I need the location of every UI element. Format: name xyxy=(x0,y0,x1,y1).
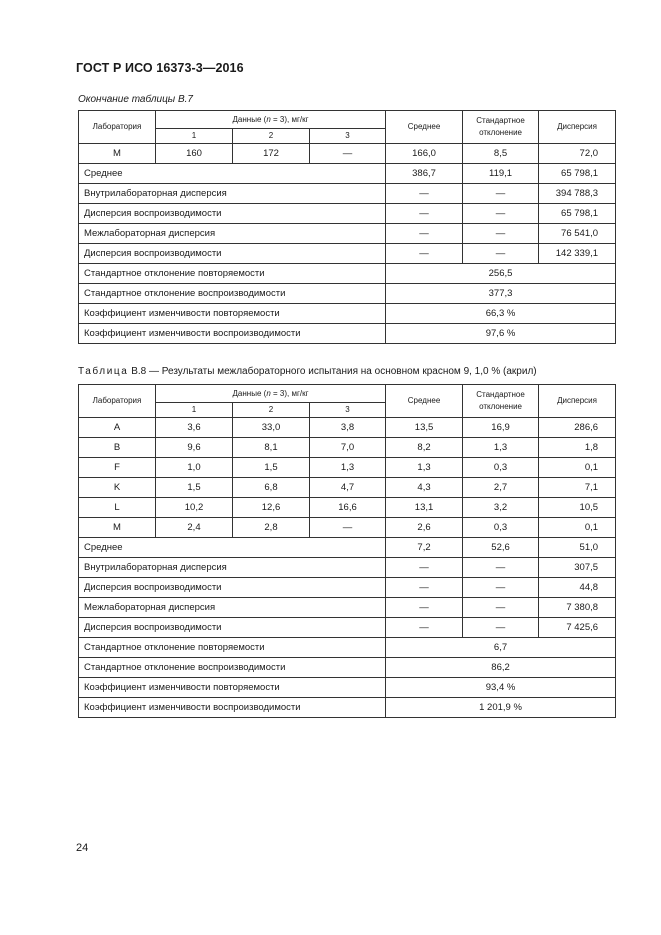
lab-row xyxy=(79,438,616,458)
dispersion-cell: 7,1 xyxy=(539,478,616,498)
lab-name-cell: F xyxy=(79,458,156,478)
rep-2-cell: 1,5 xyxy=(233,458,310,478)
col-header-std-dev: Стандартное отклонение xyxy=(463,385,539,418)
dispersion-cell: 286,6 xyxy=(539,418,616,438)
stat-row xyxy=(79,538,616,558)
stat-label-cell: Дисперсия воспроизводимости xyxy=(79,578,386,598)
col-header-dispersion: Дисперсия xyxy=(539,385,616,418)
table2-caption-prefix: Таблица xyxy=(78,366,129,377)
col-header-data: Данные (n = 3), мг/кг xyxy=(156,385,386,403)
lab-name-cell: A xyxy=(79,418,156,438)
dispersion-cell: 76 541,0 xyxy=(539,224,616,244)
rep-1-cell: 1,5 xyxy=(156,478,233,498)
std-dev-cell: — xyxy=(463,598,539,618)
summary-label-cell: Коэффициент изменчивости повторяемости xyxy=(79,678,386,698)
dispersion-cell: 72,0 xyxy=(539,144,616,164)
col-header-rep-2: 2 xyxy=(233,403,310,418)
rep-2-cell: 33,0 xyxy=(233,418,310,438)
dispersion-cell: 142 339,1 xyxy=(539,244,616,264)
rep-3-cell: — xyxy=(310,518,386,538)
mean-cell: — xyxy=(386,618,463,638)
dispersion-cell: 65 798,1 xyxy=(539,164,616,184)
rep-2-cell: 2,8 xyxy=(233,518,310,538)
summary-label-cell: Коэффициент изменчивости повторяемости xyxy=(79,304,386,324)
rep-3-cell: 4,7 xyxy=(310,478,386,498)
summary-label-cell: Стандартное отклонение повторяемости xyxy=(79,638,386,658)
stat-label-cell: Внутрилабораторная дисперсия xyxy=(79,184,386,204)
summary-value-cell: 97,6 % xyxy=(386,324,616,344)
summary-label-cell: Коэффициент изменчивости воспроизводимости xyxy=(79,324,386,344)
table1-caption: Окончание таблицы В.7 xyxy=(78,94,193,105)
std-dev-cell: — xyxy=(463,558,539,578)
mean-cell: 13,5 xyxy=(386,418,463,438)
std-dev-cell: 3,2 xyxy=(463,498,539,518)
summary-row xyxy=(79,638,616,658)
col-header-laboratory: Лаборатория xyxy=(79,385,156,418)
mean-cell: — xyxy=(386,598,463,618)
dispersion-cell: 44,8 xyxy=(539,578,616,598)
rep-1-cell: 3,6 xyxy=(156,418,233,438)
stat-label-cell: Межлабораторная дисперсия xyxy=(79,224,386,244)
mean-cell: — xyxy=(386,224,463,244)
std-dev-cell: 16,9 xyxy=(463,418,539,438)
summary-value-cell: 86,2 xyxy=(386,658,616,678)
rep-3-cell: — xyxy=(310,144,386,164)
dispersion-cell: 0,1 xyxy=(539,458,616,478)
dispersion-cell: 307,5 xyxy=(539,558,616,578)
std-dev-cell: 0,3 xyxy=(463,458,539,478)
mean-cell: 13,1 xyxy=(386,498,463,518)
stat-label-cell: Дисперсия воспроизводимости xyxy=(79,204,386,224)
stat-label-cell: Дисперсия воспроизводимости xyxy=(79,244,386,264)
col-header-std-dev: Стандартное отклонение xyxy=(463,111,539,144)
std-dev-cell: 2,7 xyxy=(463,478,539,498)
dispersion-cell: 65 798,1 xyxy=(539,204,616,224)
mean-cell: — xyxy=(386,184,463,204)
stat-row xyxy=(79,598,616,618)
lab-name-cell: B xyxy=(79,438,156,458)
mean-cell: — xyxy=(386,558,463,578)
col-header-rep-3: 3 xyxy=(310,403,386,418)
rep-1-cell: 2,4 xyxy=(156,518,233,538)
mean-cell: 2,6 xyxy=(386,518,463,538)
summary-row xyxy=(79,324,616,344)
mean-cell: — xyxy=(386,204,463,224)
mean-cell: 4,3 xyxy=(386,478,463,498)
std-dev-cell: — xyxy=(463,244,539,264)
summary-row xyxy=(79,698,616,718)
lab-row xyxy=(79,518,616,538)
lab-row xyxy=(79,498,616,518)
mean-cell: 8,2 xyxy=(386,438,463,458)
dispersion-cell: 1,8 xyxy=(539,438,616,458)
rep-2-cell: 12,6 xyxy=(233,498,310,518)
lab-name-cell: M xyxy=(79,144,156,164)
rep-2-cell: 8,1 xyxy=(233,438,310,458)
mean-cell: 1,3 xyxy=(386,458,463,478)
summary-value-cell: 377,3 xyxy=(386,284,616,304)
stat-row xyxy=(79,164,616,184)
std-dev-cell: 119,1 xyxy=(463,164,539,184)
std-dev-cell: 1,3 xyxy=(463,438,539,458)
rep-1-cell: 160 xyxy=(156,144,233,164)
rep-2-cell: 6,8 xyxy=(233,478,310,498)
summary-label-cell: Стандартное отклонение воспроизводимости xyxy=(79,284,386,304)
results-table-b8 xyxy=(78,384,616,718)
stat-row xyxy=(79,184,616,204)
summary-value-cell: 256,5 xyxy=(386,264,616,284)
rep-2-cell: 172 xyxy=(233,144,310,164)
stat-label-cell: Внутрилабораторная дисперсия xyxy=(79,558,386,578)
summary-value-cell: 6,7 xyxy=(386,638,616,658)
std-dev-cell: 0,3 xyxy=(463,518,539,538)
stat-row xyxy=(79,224,616,244)
summary-row xyxy=(79,304,616,324)
table2-caption xyxy=(78,366,537,377)
summary-label-cell: Стандартное отклонение воспроизводимости xyxy=(79,658,386,678)
stat-label-cell: Межлабораторная дисперсия xyxy=(79,598,386,618)
col-header-dispersion: Дисперсия xyxy=(539,111,616,144)
results-table-b7 xyxy=(78,110,616,344)
summary-value-cell: 1 201,9 % xyxy=(386,698,616,718)
std-dev-cell: — xyxy=(463,224,539,244)
mean-cell: — xyxy=(386,244,463,264)
document-header: ГОСТ Р ИСО 16373-3—2016 xyxy=(76,61,244,75)
lab-name-cell: K xyxy=(79,478,156,498)
col-header-mean: Среднее xyxy=(386,111,463,144)
summary-row xyxy=(79,658,616,678)
stat-row xyxy=(79,244,616,264)
lab-row xyxy=(79,458,616,478)
summary-value-cell: 66,3 % xyxy=(386,304,616,324)
std-dev-cell: 52,6 xyxy=(463,538,539,558)
stat-row xyxy=(79,204,616,224)
mean-cell: — xyxy=(386,578,463,598)
lab-row xyxy=(79,144,616,164)
rep-3-cell: 16,6 xyxy=(310,498,386,518)
lab-row xyxy=(79,418,616,438)
dispersion-cell: 394 788,3 xyxy=(539,184,616,204)
mean-cell: 166,0 xyxy=(386,144,463,164)
col-header-data: Данные (n = 3), мг/кг xyxy=(156,111,386,129)
std-dev-cell: 8,5 xyxy=(463,144,539,164)
summary-row xyxy=(79,284,616,304)
col-header-mean: Среднее xyxy=(386,385,463,418)
rep-1-cell: 1,0 xyxy=(156,458,233,478)
stat-row xyxy=(79,558,616,578)
rep-3-cell: 1,3 xyxy=(310,458,386,478)
stat-label-cell: Среднее xyxy=(79,164,386,184)
dispersion-cell: 7 380,8 xyxy=(539,598,616,618)
std-dev-cell: — xyxy=(463,618,539,638)
rep-3-cell: 7,0 xyxy=(310,438,386,458)
summary-row xyxy=(79,678,616,698)
rep-1-cell: 10,2 xyxy=(156,498,233,518)
col-header-rep-2: 2 xyxy=(233,129,310,144)
summary-value-cell: 93,4 % xyxy=(386,678,616,698)
dispersion-cell: 10,5 xyxy=(539,498,616,518)
mean-cell: 7,2 xyxy=(386,538,463,558)
stat-row xyxy=(79,578,616,598)
stat-label-cell: Дисперсия воспроизводимости xyxy=(79,618,386,638)
table2-caption-text: В.8 — Результаты межлабораторного испытания на основном красном 9, 1,0 % (акрил) xyxy=(128,366,537,377)
col-header-laboratory: Лаборатория xyxy=(79,111,156,144)
stat-label-cell: Среднее xyxy=(79,538,386,558)
col-header-rep-1: 1 xyxy=(156,403,233,418)
page-number: 24 xyxy=(76,842,89,854)
dispersion-cell: 7 425,6 xyxy=(539,618,616,638)
dispersion-cell: 0,1 xyxy=(539,518,616,538)
col-header-rep-1: 1 xyxy=(156,129,233,144)
lab-row xyxy=(79,478,616,498)
rep-3-cell: 3,8 xyxy=(310,418,386,438)
std-dev-cell: — xyxy=(463,184,539,204)
summary-label-cell: Коэффициент изменчивости воспроизводимости xyxy=(79,698,386,718)
summary-label-cell: Стандартное отклонение повторяемости xyxy=(79,264,386,284)
lab-name-cell: M xyxy=(79,518,156,538)
rep-1-cell: 9,6 xyxy=(156,438,233,458)
std-dev-cell: — xyxy=(463,204,539,224)
col-header-rep-3: 3 xyxy=(310,129,386,144)
dispersion-cell: 51,0 xyxy=(539,538,616,558)
mean-cell: 386,7 xyxy=(386,164,463,184)
lab-name-cell: L xyxy=(79,498,156,518)
std-dev-cell: — xyxy=(463,578,539,598)
summary-row xyxy=(79,264,616,284)
stat-row xyxy=(79,618,616,638)
